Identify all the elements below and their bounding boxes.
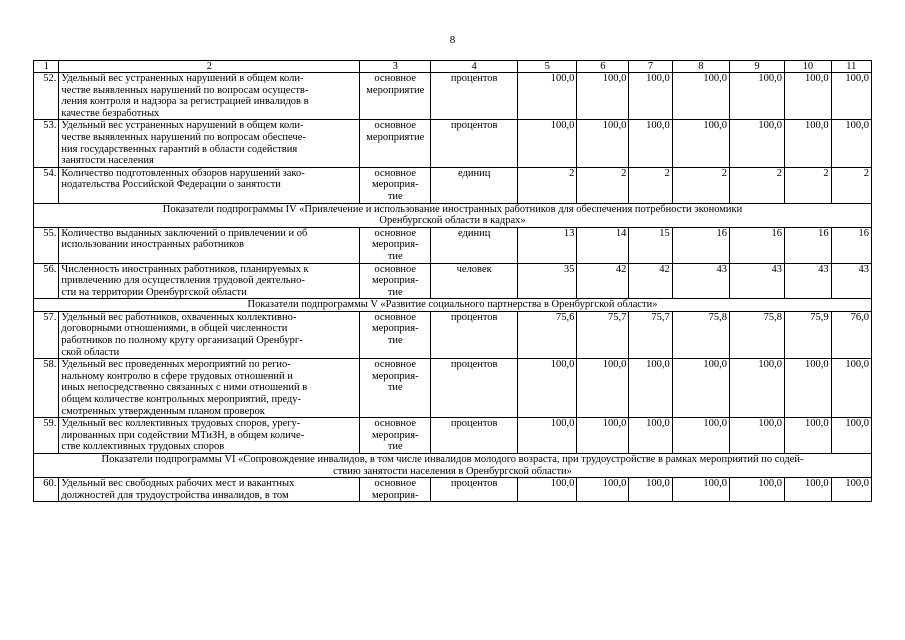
indicator-type-line: мероприя- <box>371 489 419 501</box>
indicator-name <box>59 73 360 120</box>
value-cell: 43 <box>831 263 871 299</box>
value-cell: 2 <box>785 167 832 203</box>
value-cell: 100,0 <box>831 120 871 167</box>
value-cell: 15 <box>629 227 672 263</box>
indicator-type-line: основное <box>374 227 417 239</box>
value-cell: 2 <box>729 167 784 203</box>
section-title <box>34 299 872 312</box>
value-cell: 100,0 <box>831 418 871 454</box>
indicator-type-line: мероприя- <box>371 239 419 251</box>
value-cell: 43 <box>672 263 729 299</box>
value-cell: 75,6 <box>518 311 577 358</box>
section-title-line: Показатели подпрограммы IV «Привлечение и использование иностранных работников для обеспечения потребности экономики <box>162 203 743 215</box>
indicator-name-line: ской области <box>61 346 120 358</box>
column-header: 8 <box>672 61 729 73</box>
value-cell: 13 <box>518 227 577 263</box>
indicator-type-line: мероприя- <box>371 323 419 335</box>
indicator-type <box>360 120 431 167</box>
indicator-name <box>59 478 360 502</box>
indicator-type <box>360 311 431 358</box>
indicator-type-line: основное <box>374 418 417 430</box>
value-cell: 100,0 <box>518 478 577 502</box>
indicator-type <box>360 73 431 120</box>
column-header: 3 <box>360 61 431 73</box>
indicator-type-line: основное <box>374 167 417 179</box>
row-number: 57. <box>34 311 59 358</box>
indicator-name-line: ния государственных гарантий в области содействия <box>61 143 298 155</box>
value-cell: 100,0 <box>729 120 784 167</box>
value-cell: 100,0 <box>577 73 629 120</box>
indicator-type-line: мероприя- <box>371 179 419 191</box>
indicator-name <box>59 227 360 263</box>
value-cell: 100,0 <box>672 120 729 167</box>
indicator-name-line: привлечению для осуществления трудовой деятельно- <box>61 275 305 287</box>
indicator-name-line: Количество подготовленных обзоров нарушений зако- <box>61 167 305 179</box>
value-cell: 100,0 <box>518 120 577 167</box>
indicator-type-line: тие <box>387 250 403 262</box>
unit: единиц <box>431 167 518 203</box>
value-cell: 100,0 <box>831 359 871 418</box>
indicator-name <box>59 418 360 454</box>
value-cell: 42 <box>577 263 629 299</box>
value-cell: 2 <box>577 167 629 203</box>
unit: единиц <box>431 227 518 263</box>
indicator-name-line: смотренных утвержденным планом проверок <box>61 405 265 417</box>
row-number: 58. <box>34 359 59 418</box>
value-cell: 43 <box>785 263 832 299</box>
indicator-name-line: нодательства Российской Федерации о занятости <box>61 179 281 191</box>
indicator-type-line: мероприя- <box>371 429 419 441</box>
column-header: 11 <box>831 61 871 73</box>
row-number: 59. <box>34 418 59 454</box>
table-row <box>34 311 872 358</box>
row-number: 53. <box>34 120 59 167</box>
table-row <box>34 418 872 454</box>
indicator-type-line: основное <box>374 73 417 84</box>
column-header: 9 <box>729 61 784 73</box>
table-row <box>34 227 872 263</box>
indicator-type-line: тие <box>387 441 403 453</box>
indicator-type-line: основное <box>374 359 417 371</box>
value-cell: 100,0 <box>831 478 871 502</box>
value-cell: 100,0 <box>518 359 577 418</box>
value-cell: 14 <box>577 227 629 263</box>
section-title-line: Показатели подпрограммы VI «Сопровождение инвалидов, в том числе инвалидов молодого возраста, при трудоустройстве в рамках мероприятий по содей- <box>101 454 804 465</box>
value-cell: 16 <box>729 227 784 263</box>
indicator-name-line: должностей для трудоустройства инвалидов, в том <box>61 489 289 501</box>
value-cell: 75,7 <box>577 311 629 358</box>
column-header: 4 <box>431 61 518 73</box>
value-cell: 75,7 <box>629 311 672 358</box>
column-header: 5 <box>518 61 577 73</box>
indicator-name-line: работников по полному кругу организаций Оренбург- <box>61 335 303 347</box>
value-cell: 100,0 <box>629 73 672 120</box>
indicator-name-line: Удельный вес свободных рабочих мест и вакантных <box>61 478 295 490</box>
indicator-type <box>360 359 431 418</box>
header-row <box>34 61 872 73</box>
value-cell: 100,0 <box>629 120 672 167</box>
indicator-type-line: тие <box>387 382 403 394</box>
value-cell: 2 <box>518 167 577 203</box>
indicator-type-line: основное <box>374 478 417 490</box>
indicator-name-line: честве выявленных нарушений по вопросам осуществ- <box>61 84 309 96</box>
unit: человек <box>431 263 518 299</box>
table-body <box>34 61 872 502</box>
column-header: 2 <box>59 61 360 73</box>
section-title-line: ствию занятости населения в Оренбургской области» <box>333 465 572 477</box>
value-cell: 100,0 <box>672 359 729 418</box>
indicator-name-line: Удельный вес коллективных трудовых споров, урегу- <box>61 418 301 430</box>
unit: процентов <box>431 478 518 502</box>
indicator-name <box>59 311 360 358</box>
indicator-type <box>360 227 431 263</box>
indicator-name-line: занятости населения <box>61 155 154 167</box>
value-cell: 16 <box>785 227 832 263</box>
page-number: 8 <box>449 34 456 46</box>
indicator-type-line: мероприя- <box>371 370 419 382</box>
value-cell: 100,0 <box>577 478 629 502</box>
section-title <box>34 454 872 478</box>
section-title <box>34 203 872 227</box>
column-header: 10 <box>785 61 832 73</box>
indicators-table <box>33 60 872 502</box>
indicator-type-line: мероприятие <box>366 131 425 143</box>
indicator-type-line: тие <box>387 190 403 202</box>
unit: процентов <box>431 120 518 167</box>
value-cell: 75,9 <box>785 311 832 358</box>
indicator-name-line: Удельный вес устраненных нарушений в общем коли- <box>61 73 304 84</box>
value-cell: 100,0 <box>672 418 729 454</box>
indicator-type-line: основное <box>374 311 417 323</box>
value-cell: 100,0 <box>785 359 832 418</box>
value-cell: 100,0 <box>577 359 629 418</box>
indicator-name <box>59 167 360 203</box>
section-row <box>34 299 872 312</box>
indicator-name-line: нальному контролю в сфере трудовых отношений и <box>61 370 293 382</box>
indicator-name <box>59 120 360 167</box>
unit: процентов <box>431 418 518 454</box>
value-cell: 100,0 <box>785 478 832 502</box>
indicator-type-line: основное <box>374 263 417 275</box>
indicator-name-line: сти на территории Оренбургской области <box>61 286 247 298</box>
section-title-line: Оренбургской области в кадрах» <box>379 215 526 227</box>
value-cell: 100,0 <box>831 73 871 120</box>
value-cell: 75,8 <box>729 311 784 358</box>
unit: процентов <box>431 311 518 358</box>
indicator-type <box>360 263 431 299</box>
value-cell: 16 <box>831 227 871 263</box>
value-cell: 100,0 <box>577 418 629 454</box>
indicator-type-line: мероприятие <box>366 84 425 96</box>
row-number: 54. <box>34 167 59 203</box>
value-cell: 100,0 <box>729 478 784 502</box>
section-row <box>34 203 872 227</box>
indicator-name-line: качестве безработных <box>61 107 160 119</box>
row-number: 60. <box>34 478 59 502</box>
row-number: 56. <box>34 263 59 299</box>
value-cell: 100,0 <box>672 478 729 502</box>
section-row <box>34 454 872 478</box>
indicator-name <box>59 263 360 299</box>
table-row <box>34 167 872 203</box>
indicator-name-line: стве коллективных трудовых споров <box>61 441 225 453</box>
table-row <box>34 120 872 167</box>
indicator-type-line: тие <box>387 335 403 347</box>
table-row <box>34 478 872 502</box>
indicator-type <box>360 478 431 502</box>
value-cell: 100,0 <box>518 73 577 120</box>
value-cell: 100,0 <box>672 73 729 120</box>
indicator-name-line: общем количестве контрольных мероприятий, преду- <box>61 394 301 406</box>
value-cell: 100,0 <box>785 73 832 120</box>
indicator-type <box>360 418 431 454</box>
column-header: 6 <box>577 61 629 73</box>
indicator-type-line: тие <box>387 286 403 298</box>
value-cell: 16 <box>672 227 729 263</box>
indicator-type-line: мероприя- <box>371 275 419 287</box>
value-cell: 2 <box>672 167 729 203</box>
value-cell: 100,0 <box>785 120 832 167</box>
indicator-name-line: Удельный вес устраненных нарушений в общем коли- <box>61 120 304 132</box>
column-header: 7 <box>629 61 672 73</box>
value-cell: 100,0 <box>629 418 672 454</box>
unit: процентов <box>431 359 518 418</box>
indicator-name-line: ления контроля и надзора за регистрацией инвалидов в <box>61 96 309 108</box>
section-title-line: Показатели подпрограммы V «Развитие социального партнерства в Оренбургской области» <box>247 299 658 311</box>
value-cell: 100,0 <box>629 359 672 418</box>
row-number: 55. <box>34 227 59 263</box>
value-cell: 100,0 <box>729 418 784 454</box>
indicator-name-line: иных непосредственно связанных с ними отношений в <box>61 382 308 394</box>
value-cell: 43 <box>729 263 784 299</box>
value-cell: 100,0 <box>577 120 629 167</box>
indicator-name-line: Количество выданных заключений о привлечении и об <box>61 227 308 239</box>
value-cell: 75,8 <box>672 311 729 358</box>
indicator-name <box>59 359 360 418</box>
indicator-name-line: честве выявленных нарушений по вопросам обеспече- <box>61 131 306 143</box>
indicator-name-line: лированных при содействии МТиЗН, в общем количе- <box>61 429 305 441</box>
indicator-name-line: Удельный вес работников, охваченных коллективно- <box>61 311 297 323</box>
indicator-name-line: Численность иностранных работников, планируемых к <box>61 263 309 275</box>
value-cell: 42 <box>629 263 672 299</box>
value-cell: 100,0 <box>629 478 672 502</box>
unit: процентов <box>431 73 518 120</box>
table-row <box>34 73 872 120</box>
value-cell: 100,0 <box>518 418 577 454</box>
indicator-name-line: Удельный вес проведенных мероприятий по регио- <box>61 359 291 371</box>
indicator-type-line: основное <box>374 120 417 132</box>
value-cell: 100,0 <box>785 418 832 454</box>
table-row <box>34 263 872 299</box>
value-cell: 35 <box>518 263 577 299</box>
indicator-name-line: использовании иностранных работников <box>61 239 244 251</box>
row-number: 52. <box>34 73 59 120</box>
value-cell: 76,0 <box>831 311 871 358</box>
column-header: 1 <box>34 61 59 73</box>
value-cell: 2 <box>831 167 871 203</box>
value-cell: 100,0 <box>729 359 784 418</box>
value-cell: 100,0 <box>729 73 784 120</box>
indicator-type <box>360 167 431 203</box>
indicator-name-line: договорными отношениями, в общей численности <box>61 323 288 335</box>
table-row <box>34 359 872 418</box>
value-cell: 2 <box>629 167 672 203</box>
